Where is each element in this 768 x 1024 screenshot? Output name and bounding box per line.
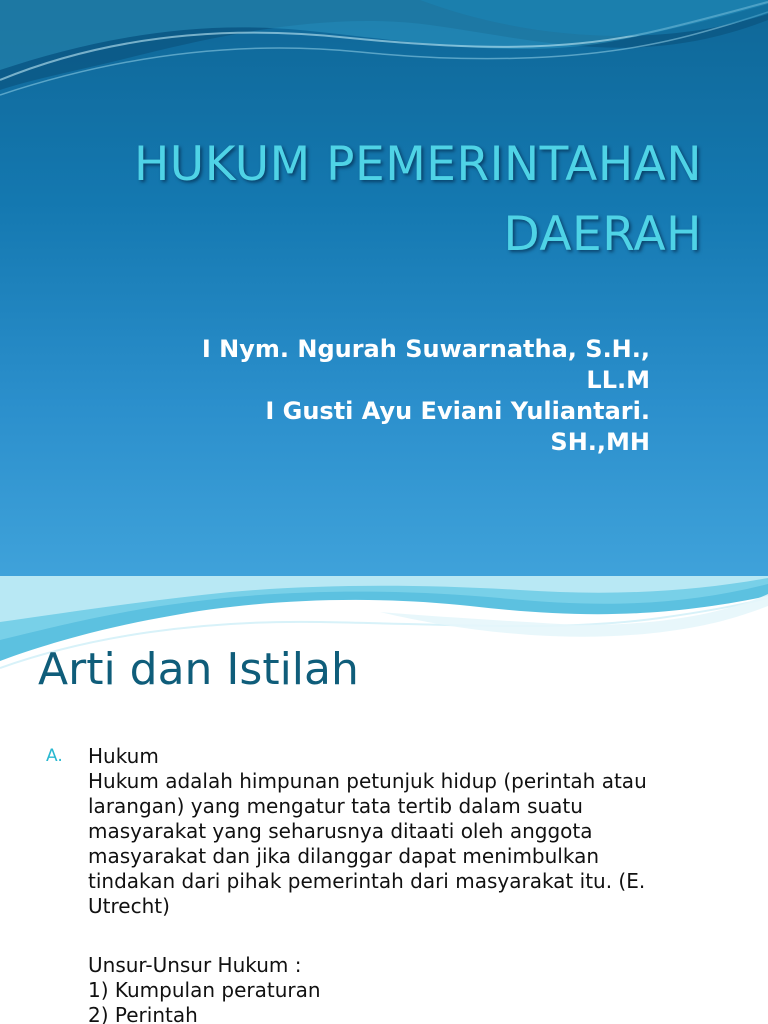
bullet-content bbox=[88, 744, 748, 1024]
slide-heading: Arti dan Istilah bbox=[38, 644, 359, 695]
elements-heading: Unsur-Unsur Hukum : bbox=[88, 953, 302, 977]
author-1-line-2: LL.M bbox=[586, 366, 650, 394]
bullet-marker: A. bbox=[46, 746, 63, 766]
element-item: 1) Kumpulan peraturan bbox=[88, 978, 321, 1002]
paragraph-line: masyarakat dan jika dilanggar dapat menimbulkan bbox=[88, 844, 600, 868]
presentation-title bbox=[2, 130, 702, 270]
element-item: 2) Perintah bbox=[88, 1003, 198, 1024]
wave-decoration bbox=[0, 0, 768, 140]
bullet-title: Hukum bbox=[88, 744, 159, 768]
author-2-line-2: SH.,MH bbox=[550, 428, 650, 456]
title-line-2: DAERAH bbox=[503, 207, 702, 262]
paragraph-line: tindakan dari pihak pemerintah dari masyarakat itu. (E. bbox=[88, 869, 646, 893]
spacer bbox=[88, 919, 748, 953]
authors-block bbox=[50, 334, 650, 458]
paragraph-line: larangan) yang mengatur tata tertib dalam suatu bbox=[88, 794, 583, 818]
author-1-line-1: I Nym. Ngurah Suwarnatha, S.H., bbox=[201, 335, 650, 363]
paragraph-line: masyarakat yang seharusnya ditaati oleh anggota bbox=[88, 819, 593, 843]
title-line-1: HUKUM PEMERINTAHAN bbox=[133, 137, 702, 192]
author-2-line-1: I Gusti Ayu Eviani Yuliantari. bbox=[265, 397, 650, 425]
paragraph-line: Utrecht) bbox=[88, 894, 170, 918]
content-slide bbox=[0, 576, 768, 1024]
paragraph-line: Hukum adalah himpunan petunjuk hidup (perintah atau bbox=[88, 769, 647, 793]
